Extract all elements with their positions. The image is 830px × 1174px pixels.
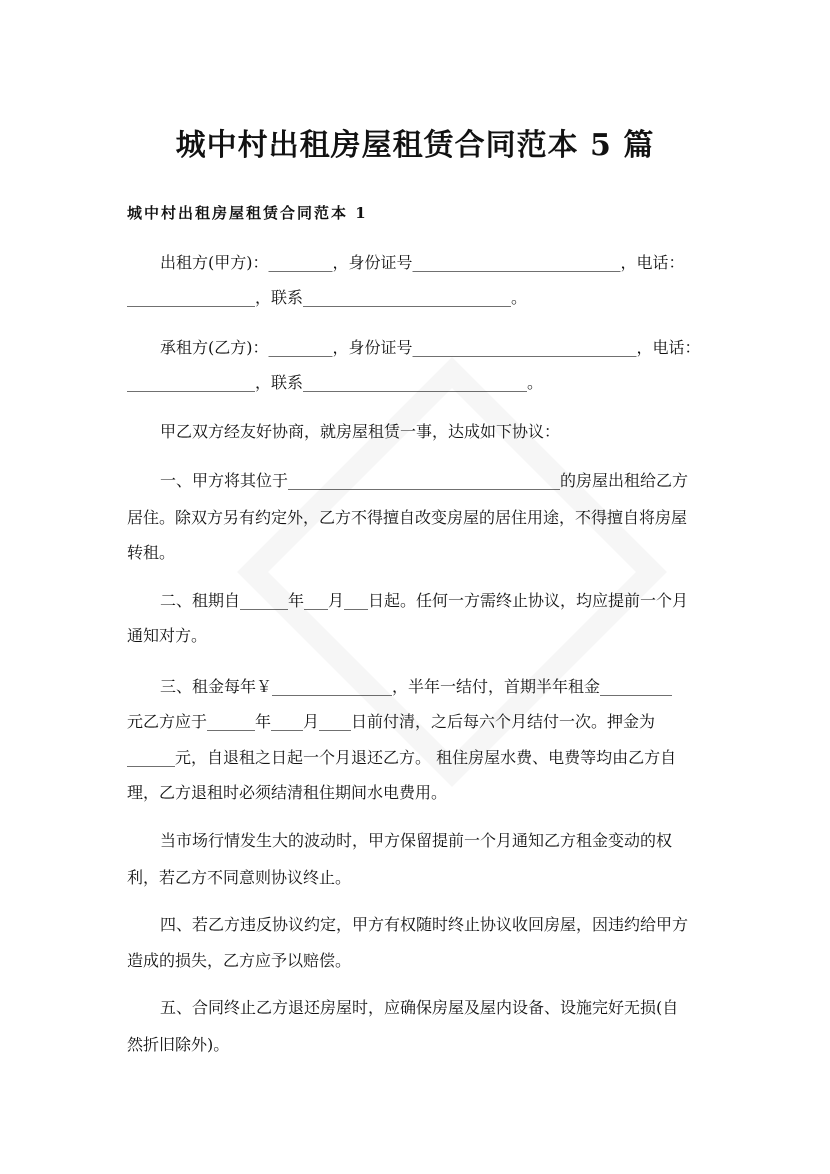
paragraph-line: 转租。 <box>127 543 176 562</box>
paragraph-line: 然折旧除外)。 <box>127 1035 230 1054</box>
paragraph-line: 一、甲方将其位于__________________________________的房屋出租给乙方 <box>160 471 689 490</box>
paragraph-line: 居住。除双方另有约定外，乙方不得擅自改变房屋的居住用途，不得擅自将房屋 <box>127 508 688 527</box>
paragraph-line: 当市场行情发生大的波动时，甲方保留提前一个月通知乙方租金变动的权 <box>160 831 673 850</box>
paragraph-line: 元乙方应于______年____月____日前付清，之后每六个月结付一次。押金为 <box>127 712 656 731</box>
paragraph-line: 四、若乙方违反协议约定，甲方有权随时终止协议收回房屋，因违约给甲方 <box>160 915 689 934</box>
paragraph-line: 利，若乙方不同意则协议终止。 <box>127 868 352 887</box>
paragraph-line: ______元，自退租之日起一个月退还乙方。 租住房屋水费、电费等均由乙方自 <box>127 748 677 767</box>
section-heading: 城中村出租房屋租赁合同范本 1 <box>127 204 368 222</box>
paragraph-line: 理，乙方退租时必须结清租住期间水电费用。 <box>127 783 448 802</box>
paragraph-line: ________________，联系__________________________。 <box>127 288 528 307</box>
paragraph-line: 造成的损失，乙方应予以赔偿。 <box>127 951 352 970</box>
paragraph-line: ________________，联系____________________________。 <box>127 373 544 392</box>
paragraph-line: 三、租金每年￥_______________，半年一结付，首期半年租金_________ <box>160 677 673 696</box>
paragraph-line: 通知对方。 <box>127 626 208 645</box>
document-title: 城中村出租房屋租赁合同范本 5 篇 <box>175 128 655 163</box>
paragraph-line: 承租方(乙方)：________，身份证号____________________________，电话： <box>160 338 701 357</box>
paragraph-line: 出租方(甲方)：________，身份证号__________________________，电话： <box>160 253 685 272</box>
paragraph-line: 五、合同终止乙方退还房屋时，应确保房屋及屋内设备、设施完好无损(自 <box>160 998 679 1017</box>
paragraph-line: 二、租期自______年___月___日起。任何一方需终止协议，均应提前一个月 <box>160 591 689 610</box>
paragraph-line: 甲乙双方经友好协商，就房屋租赁一事，达成如下协议： <box>160 422 561 441</box>
